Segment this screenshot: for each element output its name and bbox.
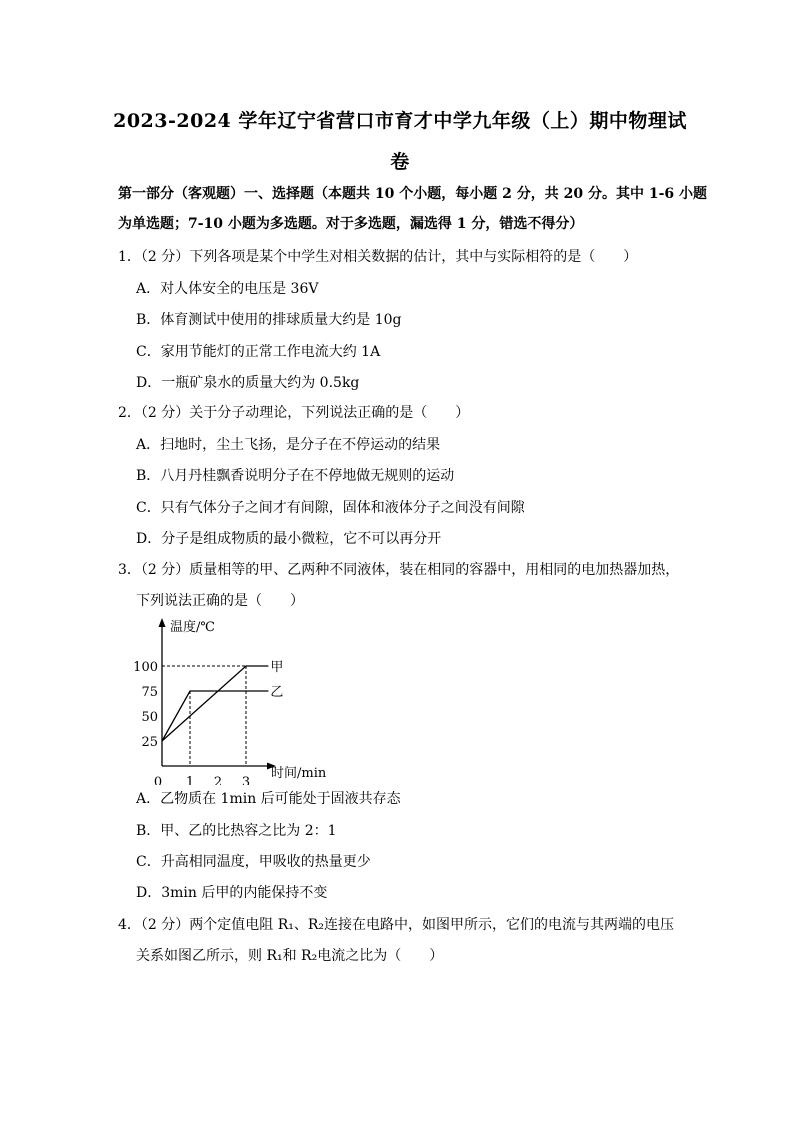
y-tick-label-75: 75 [141,685,158,700]
question-2-stem: 2．（2 分）关于分子动理论，下列说法正确的是（ ） [118,405,470,421]
question-1-option-c: C．家用节能灯的正常工作电流大约 1A [136,344,381,360]
temperature-time-chart [130,615,340,785]
series-line-jia [162,666,268,741]
question-2-option-c: C．只有气体分子之间才有间隙，固体和液体分子之间没有间隙 [136,500,525,516]
y-axis [159,618,166,766]
x-tick-label-3: 3 [241,775,251,785]
y-tick-label-100: 100 [133,660,158,675]
x-tick-label-0: 0 [153,775,163,785]
question-3-option-c: C．升高相同温度，甲吸收的热量更少 [136,854,371,870]
x-tick-label-1: 1 [185,775,195,785]
series-label-yi: 乙 [270,685,284,700]
question-4-stem-cont: 关系如图乙所示，则 R₁和 R₂电流之比为（ ） [136,948,444,964]
question-2-option-a: A．扫地时，尘土飞扬，是分子在不停运动的结果 [136,437,441,453]
question-1-stem: 1．（2 分）下列各项是某个中学生对相关数据的估计，其中与实际相符的是（ ） [118,249,638,265]
series-label-jia: 甲 [270,660,284,675]
guide-lines [162,666,246,766]
question-3-option-d: D．3min 后甲的内能保持不变 [136,885,328,901]
x-axis-label: 时间/min [271,766,327,781]
y-tick-label-50: 50 [141,710,158,725]
question-1-option-b: B．体育测试中使用的排球质量大约是 10g [136,312,402,328]
y-tick-label-25: 25 [141,735,158,750]
series-line-yi [162,691,268,741]
paper-title-line-2: 卷 [390,151,410,173]
question-3-option-a: A．乙物质在 1min 后可能处于固液共存态 [136,791,401,807]
question-1-option-d: D．一瓶矿泉水的质量大约为 0.5kg [136,375,360,391]
x-axis [162,763,276,770]
question-2-option-d: D．分子是组成物质的最小微粒，它不可以再分开 [136,531,442,547]
question-3-option-b: B．甲、乙的比热容之比为 2：1 [136,823,337,839]
question-3-stem: 3．（2 分）质量相等的甲、乙两种不同液体，装在相同的容器中，用相同的电加热器加热， [118,562,680,578]
question-4-stem: 4．（2 分）两个定值电阻 R₁、R₂连接在电路中，如图甲所示，它们的电流与其两端的电压 [118,917,675,933]
section-intro-line-2: 为单选题；7-10 小题为多选题。对于多选题，漏选得 1 分，错选不得分） [118,216,584,232]
question-2-option-b: B．八月丹桂飘香说明分子在不停地做无规则的运动 [136,468,455,484]
question-3-stem-cont: 下列说法正确的是（ ） [136,593,304,609]
data-series [162,660,283,741]
paper-title-line-1: 2023-2024 学年辽宁省营口市育才中学九年级（上）期中物理试 [113,110,687,132]
question-1-option-a: A．对人体安全的电压是 36V [136,281,319,297]
x-tick-label-2: 2 [213,775,223,785]
y-axis-label: 温度/℃ [170,620,215,635]
section-intro-line-1: 第一部分（客观题）一、选择题（本题共 10 个小题，每小题 2 分，共 20 分。其中 1-6 小题 [118,186,707,202]
